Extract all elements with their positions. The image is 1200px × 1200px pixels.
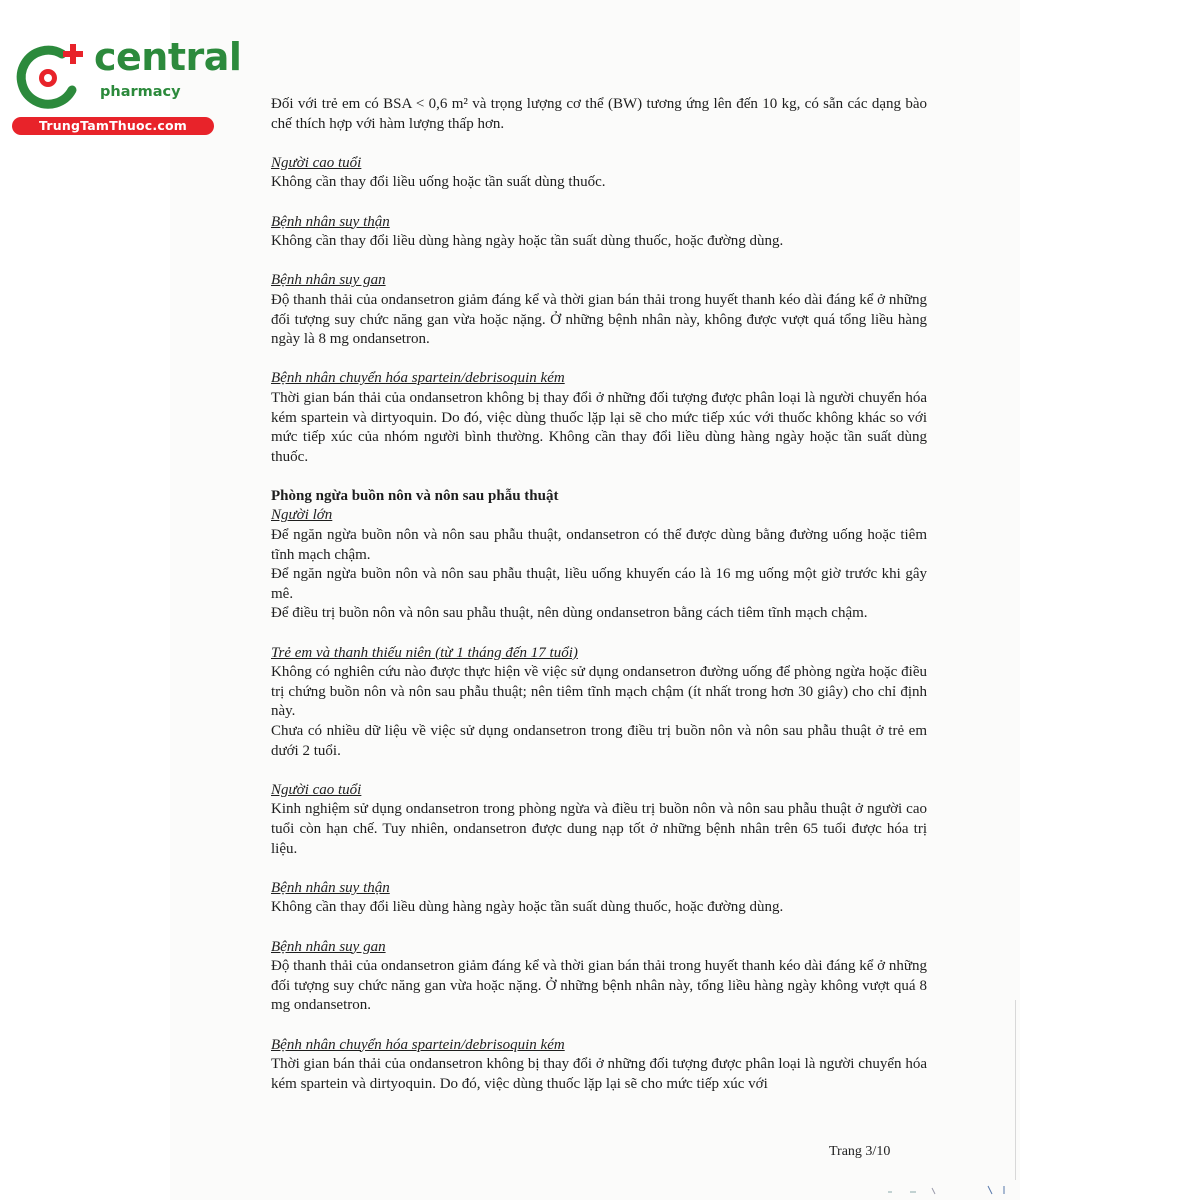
document-section <box>271 1036 927 1095</box>
logo-url-badge: TrungTamThuoc.com <box>12 117 214 135</box>
section-subheading: Bệnh nhân chuyển hóa spartein/debrisoquin kém <box>271 1036 565 1053</box>
paragraph: Không cần thay đổi liều uống hoặc tần suất dùng thuốc. <box>271 174 606 191</box>
section-subheading: Người cao tuổi <box>271 781 362 798</box>
document-section <box>271 95 927 134</box>
paragraph: Độ thanh thải của ondansetron giảm đáng kể và thời gian bán thải trong huyết thanh kéo dài đáng kể ở những đối tượng suy chức năng gan vừa hoặc nặng. Ở những bệnh nhân này, tổng liều hàng ngày không vượt quá 8 mg ondansetron. <box>271 958 927 1014</box>
document-section <box>271 879 927 918</box>
paragraph: Thời gian bán thải của ondansetron không bị thay đổi ở những đối tượng được phân loại là người chuyển hóa kém spartein và dirtyoquin. Do đó, việc dùng thuốc lặp lại sẽ cho mức tiếp xúc với thuốc không khác so với mức tiếp xúc của nhóm người bình thường. Không cần thay đổi liều dùng hàng ngày hoặc tần suất dùng thuốc. <box>271 389 927 465</box>
document-section <box>271 644 927 762</box>
document-section <box>271 781 927 859</box>
pharmacy-logo[interactable] <box>8 35 242 136</box>
scan-artifact-marks <box>880 1176 1020 1196</box>
section-heading: Phòng ngừa buồn nôn và nôn sau phẫu thuật <box>271 487 559 504</box>
paragraph: Kinh nghiệm sử dụng ondansetron trong phòng ngừa và điều trị buồn nôn và nôn sau phẫu thuật ở người cao tuổi còn hạn chế. Tuy nhiên, ondansetron được dung nạp tốt ở những bệnh nhân trên 65 tuổi được hóa trị liệu. <box>271 801 927 857</box>
paragraph: Không cần thay đổi liều dùng hàng ngày hoặc tần suất dùng thuốc, hoặc đường dùng. <box>271 899 784 916</box>
paragraph: Độ thanh thải của ondansetron giảm đáng kể và thời gian bán thải trong huyết thanh kéo dài đáng kể ở những đối tượng suy chức năng gan vừa hoặc nặng. Ở những bệnh nhân này, không được vượt quá tổng liều hàng ngày là 8 mg ondansetron. <box>271 291 927 348</box>
document-section <box>271 369 927 467</box>
paragraph: Để điều trị buồn nôn và nôn sau phẫu thuật, nên dùng ondansetron bằng cách tiêm tĩnh mạch chậm. <box>271 605 868 622</box>
document-section <box>271 271 927 349</box>
paragraph: Không có nghiên cứu nào được thực hiện về việc sử dụng ondansetron đường uống để phòng ngừa hoặc điều trị chứng buồn nôn và nôn sau phẫu thuật; nên tiêm tĩnh mạch chậm (ít nhất trong hơn 30 giây) cho chỉ định này. <box>271 664 927 720</box>
section-subheading: Bệnh nhân suy thận <box>271 213 390 230</box>
document-section <box>271 487 927 624</box>
logo-name: central <box>94 35 242 79</box>
section-subheading: Bệnh nhân suy thận <box>271 879 390 896</box>
paragraph: Không cần thay đổi liều dùng hàng ngày hoặc tần suất dùng thuốc, hoặc đường dùng. <box>271 233 784 250</box>
document-section <box>271 154 927 193</box>
section-subheading: Người cao tuổi <box>271 154 362 171</box>
section-subheading: Bệnh nhân suy gan <box>271 938 386 955</box>
paragraph: Chưa có nhiều dữ liệu về việc sử dụng ondansetron trong điều trị buồn nôn và nôn sau phẫu thuật ở trẻ em dưới 2 tuổi. <box>271 723 927 759</box>
document-body <box>271 95 927 1114</box>
section-subheading: Trẻ em và thanh thiếu niên (từ 1 tháng đến 17 tuổi) <box>271 644 578 661</box>
document-section <box>271 213 927 252</box>
document-section <box>271 938 927 1016</box>
page-edge <box>1015 1000 1016 1180</box>
logo-subtitle: pharmacy <box>100 84 181 100</box>
section-subheading: Người lớn <box>271 507 333 524</box>
central-pharmacy-logo-mark-icon <box>12 40 88 112</box>
paragraph: Để ngăn ngừa buồn nôn và nôn sau phẫu thuật, ondansetron có thể được dùng bằng đường uống hoặc tiêm tĩnh mạch chậm. <box>271 527 927 563</box>
section-subheading: Bệnh nhân chuyển hóa spartein/debrisoquin kém <box>271 370 565 387</box>
paragraph: Để ngăn ngừa buồn nôn và nôn sau phẫu thuật, liều uống khuyến cáo là 16 mg uống một giờ trước khi gây mê. <box>271 566 927 602</box>
section-subheading: Bệnh nhân suy gan <box>271 272 386 289</box>
page-number: Trang 3/10 <box>829 1144 891 1159</box>
paragraph: Đối với trẻ em có BSA < 0,6 m² và trọng lượng cơ thể (BW) tương ứng lên đến 10 kg, có sẵn các dạng bào chế thích hợp với hàm lượng thấp hơn. <box>271 96 927 132</box>
paragraph: Thời gian bán thải của ondansetron không bị thay đổi ở những đối tượng được phân loại là người chuyển hóa kém spartein và dirtyoquin. Do đó, việc dùng thuốc lặp lại sẽ cho mức tiếp xúc với <box>271 1056 927 1092</box>
